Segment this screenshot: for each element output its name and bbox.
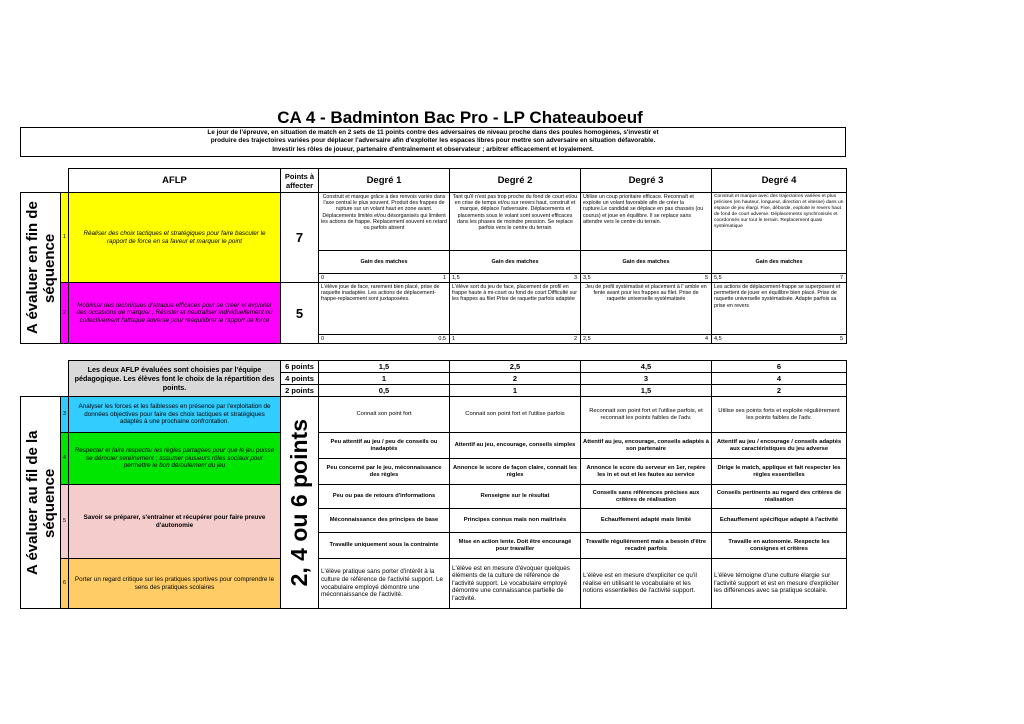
row-number: 3	[61, 397, 69, 433]
gain-label: Gain des matches	[712, 251, 847, 274]
points-value: 0,5	[319, 385, 450, 397]
aflp-6-degree-3: L'élève est en mesure d'expliciter ce qu'il réalise en utilisant le vocabulaire et les notions essentielles de l'activité support.	[581, 559, 712, 609]
aflp-choice-note: Les deux AFLP évaluées sont choisies par l'équipe pédagogique. Les élèves font le choix de la répartition des points.	[69, 361, 281, 397]
aflp-4a-degree-2: Attentif au jeu, encourage, conseils simples	[450, 433, 581, 459]
aflp-5a-degree-1: Peu ou pas de retours d'informations	[319, 485, 450, 509]
aflp-6-text: Porter un regard critique sur les pratiques sportives pour comprendre le sens des pratiques scolaires	[69, 559, 281, 609]
points-value: 2,5	[450, 361, 581, 373]
points-value: 6	[712, 361, 847, 373]
row-number: 1	[61, 193, 69, 283]
points-value: 4	[712, 373, 847, 385]
aflp-4-text: Respecter et faire respecter les règles partagées pour que le jeu puisse se dérouler sereinement ; assumer plusieurs rôles sociaux pour permettre le bon déroulement du jeu	[69, 433, 281, 485]
section-continuous-label-cell	[21, 397, 61, 609]
section-continuous-label: A évaluer au fil de la séquence	[23, 430, 58, 575]
aflp-6-degree-4: L'élève témoigne d'une culture élargie sur l'activité support et est en mesure d'expliciter les différences avec sa pratique scolaire.	[712, 559, 847, 609]
points-value: 1	[450, 385, 581, 397]
aflp-5c-degree-1: Travaille uniquement sous la contrainte	[319, 533, 450, 559]
points-option: 6 points	[281, 361, 319, 373]
points-choice-label: 2, 4 ou 6 points	[286, 418, 312, 587]
points-option: 2 points	[281, 385, 319, 397]
aflp-3-text: Analyser les forces et les faiblesses en présence par l'exploitation de données objectives pour faire des choix tactiques et stratégiques adaptés à une prochaine confrontation.	[69, 397, 281, 433]
aflp-1-degree-1: Construit et marque grâce à des renvois variés dans l'axe central le plus souvent. Produit des frappes de rupture sur un volant haut en zone avant. Déplacements limités et/ou désorganisés qui limitent les actions de frappe. Replacement souvent en retard ou parfois absent	[319, 193, 450, 251]
intro-line: produire des trajectoires variées pour déplacer l'adversaire afin d'exploiter les espaces libres pour mettre son adversaire en situation défavorable.	[210, 137, 656, 145]
aflp-1-degree-3: Utilise un coup prioritaire efficace. Reconnaît et exploite un volant favorable afin de créer la rupture.Le candidat se déplace en pas chassés (ou courus) et joue en équilibre. Il se replace sans attendre vers le centre du terrain.	[581, 193, 712, 251]
aflp-2-degree-2: L'élève sort du jeu de face, placement de profil en frappe haute à mi-court ou fond de court Difficulté sur les frappes au filet Prise de raquette parfois adaptée	[450, 283, 581, 335]
aflp-1-degree-2: Tant qu'il n'est pas trop proche du fond de court et/ou en crise de temps et/ou sur revers haut, construit et marque, déplace l'adversaire. Déplacements et placements sous le volant sont souvent efficaces dans les phases de moindre pression. Se replace parfois vers le centre du terrain	[450, 193, 581, 251]
aflp-5b-degree-4: Echauffement spécifique adapté à l'activité	[712, 509, 847, 533]
aflp-5-text: Savoir se préparer, s'entraîner et récupérer pour faire preuve d'autonomie	[69, 485, 281, 559]
aflp-3-degree-1: Connait son point fort	[319, 397, 450, 433]
degree-1-header: Degré 1	[319, 169, 450, 193]
points-value: 3	[581, 373, 712, 385]
score-scale: 0 1	[319, 274, 450, 283]
points-value: 1,5	[319, 361, 450, 373]
degree-4-header: Degré 4	[712, 169, 847, 193]
aflp-4a-degree-4: Attentif au jeu / encourage / conseils adaptés aux caractéristiques du jeu adverse	[712, 433, 847, 459]
aflp-4b-degree-2: Annonce le score de façon claire, connait les règles	[450, 459, 581, 485]
aflp-6-degree-2: L'élève est en mesure d'évoquer quelques éléments de la culture de référence de l'activité support. Le vocabulaire employé démontre une connaissance partielle de l'activité.	[450, 559, 581, 609]
aflp-5b-degree-2: Principes connus mais non maitrisés	[450, 509, 581, 533]
page-title: CA 4 - Badminton Bac Pro - LP Chateauboeuf	[277, 108, 643, 127]
aflp-4b-degree-4: Dirige le match, applique et fait respecter les règles essentielles	[712, 459, 847, 485]
points-value: 1,5	[581, 385, 712, 397]
score-scale: 5,5 7	[712, 274, 847, 283]
continuous-evaluation-table	[20, 360, 847, 609]
aflp-4a-degree-3: Attentif au jeu, encourage, conseils adaptés à son partenaire	[581, 433, 712, 459]
score-scale: 0 0,5	[319, 335, 450, 344]
aflp-2-text: Mobiliser des techniques d'attaque efficaces pour se créer et exploiter des occasions de marquer ; Résister et neutraliser individuellement ou collectivement l'attaque adverse pour rééquilibrer le rapport de force	[69, 283, 281, 344]
points-value: 4,5	[581, 361, 712, 373]
points-value: 1	[319, 373, 450, 385]
aflp-2-degree-4: Les actions de déplacement-frappe se superposent et permettent de jouer en équilibre bien placé. Prise de raquette universelle systématisée. Adapte parfois sa prise en revers	[712, 283, 847, 335]
aflp-3-degree-3: Reconnait son point fort et l'utilise parfois, et reconnait les points faibles de l'adv.	[581, 397, 712, 433]
intro-line: Investir les rôles de joueur, partenaire d'entraînement et observateur ; arbitrer efficacement et loyalement.	[272, 145, 594, 153]
aflp-4a-degree-1: Peu attentif au jeu / peu de conseils ou inadaptés	[319, 433, 450, 459]
points-header: Points à affecter	[281, 169, 319, 193]
score-scale: 2,5 4	[581, 335, 712, 344]
row-number: 4	[61, 433, 69, 485]
row-number: 2	[61, 283, 69, 344]
section-end-label-cell	[21, 193, 61, 344]
aflp-1-degree-4: Construit et marque avec des trajectoires variées et plus précises (en hauteur, longueur, direction et vitesse) dans un espace de jeu élargi. Fixe, déborde, exploite le revers haut de fond de court adverse. Déplacements synchronisés et coordonnés sur tout le terrain. Replacement quasi systématique	[712, 193, 847, 251]
gain-label: Gain des matches	[450, 251, 581, 274]
row-number: 6	[61, 559, 69, 609]
aflp-2-degree-1: L'élève joue de face, rarement bien placé, prise de raquette inadaptée. Les actions de déplacement-frappe-replacement sont juxtaposées.	[319, 283, 450, 335]
aflp-3-degree-4: Utilise ses points forts et exploite régulièrement les points faibles de l'adv.	[712, 397, 847, 433]
aflp-5a-degree-4: Conseils pertinents au regard des critères de réalisation	[712, 485, 847, 509]
aflp-header: AFLP	[69, 169, 281, 193]
aflp-5a-degree-3: Conseils sans références précises aux critères de réalisation	[581, 485, 712, 509]
points-value: 2	[712, 385, 847, 397]
aflp-5b-degree-1: Méconnaissance des principes de base	[319, 509, 450, 533]
aflp-5c-degree-3: Travaille régulièrement mais a besoin d'être recadré parfois	[581, 533, 712, 559]
aflp-4b-degree-1: Peu concerné par le jeu, méconnaissance des règles	[319, 459, 450, 485]
gain-label: Gain des matches	[319, 251, 450, 274]
aflp-2-points: 5	[281, 283, 319, 344]
row-number: 5	[61, 485, 69, 559]
aflp-3-degree-2: Connait son point fort et l'utilise parfois	[450, 397, 581, 433]
aflp-5c-degree-4: Travaille en autonomie. Respecte les consignes et critères	[712, 533, 847, 559]
degree-2-header: Degré 2	[450, 169, 581, 193]
degree-3-header: Degré 3	[581, 169, 712, 193]
aflp-2-degree-3: Jeu de profil systématisé et placement à l' amble en fente avant pour les frappes au filet. Prise de raquette universelle systématisée	[581, 283, 712, 335]
aflp-5b-degree-3: Echauffement adapté mais limité	[581, 509, 712, 533]
points-option: 4 points	[281, 373, 319, 385]
score-scale: 1,5 3	[450, 274, 581, 283]
intro-line: Le jour de l'épreuve, en situation de match en 2 sets de 11 points contre des adversaires de niveau proche dans des poules homogènes, s'investir et	[207, 129, 659, 136]
score-scale: 4,5 5	[712, 335, 847, 344]
aflp-1-points: 7	[281, 193, 319, 283]
points-value: 2	[450, 373, 581, 385]
intro-box	[20, 127, 846, 157]
aflp-5c-degree-2: Mise en action lente. Doit être encouragé pour travailler	[450, 533, 581, 559]
points-choice-label-cell	[281, 397, 319, 609]
aflp-4b-degree-3: Annonce le score du serveur en 1er, repère les in et out et les fautes au service	[581, 459, 712, 485]
score-scale: 1 2	[450, 335, 581, 344]
aflp-5a-degree-2: Renseigne sur le résultat	[450, 485, 581, 509]
aflp-1-text: Réaliser des choix tactiques et stratégiques pour faire basculer le rapport de force en sa faveur et marquer le point	[69, 193, 281, 283]
aflp-6-degree-1: L'élève pratique sans porter d'intérêt à la culture de référence de l'activité support. Le vocabulaire employé démontre une méconnaissance de l'activité.	[319, 559, 450, 609]
gain-label: Gain des matches	[581, 251, 712, 274]
section-end-label: A évaluer en fin de séquence	[23, 201, 58, 335]
score-scale: 3,5 5	[581, 274, 712, 283]
end-evaluation-table	[20, 168, 847, 344]
